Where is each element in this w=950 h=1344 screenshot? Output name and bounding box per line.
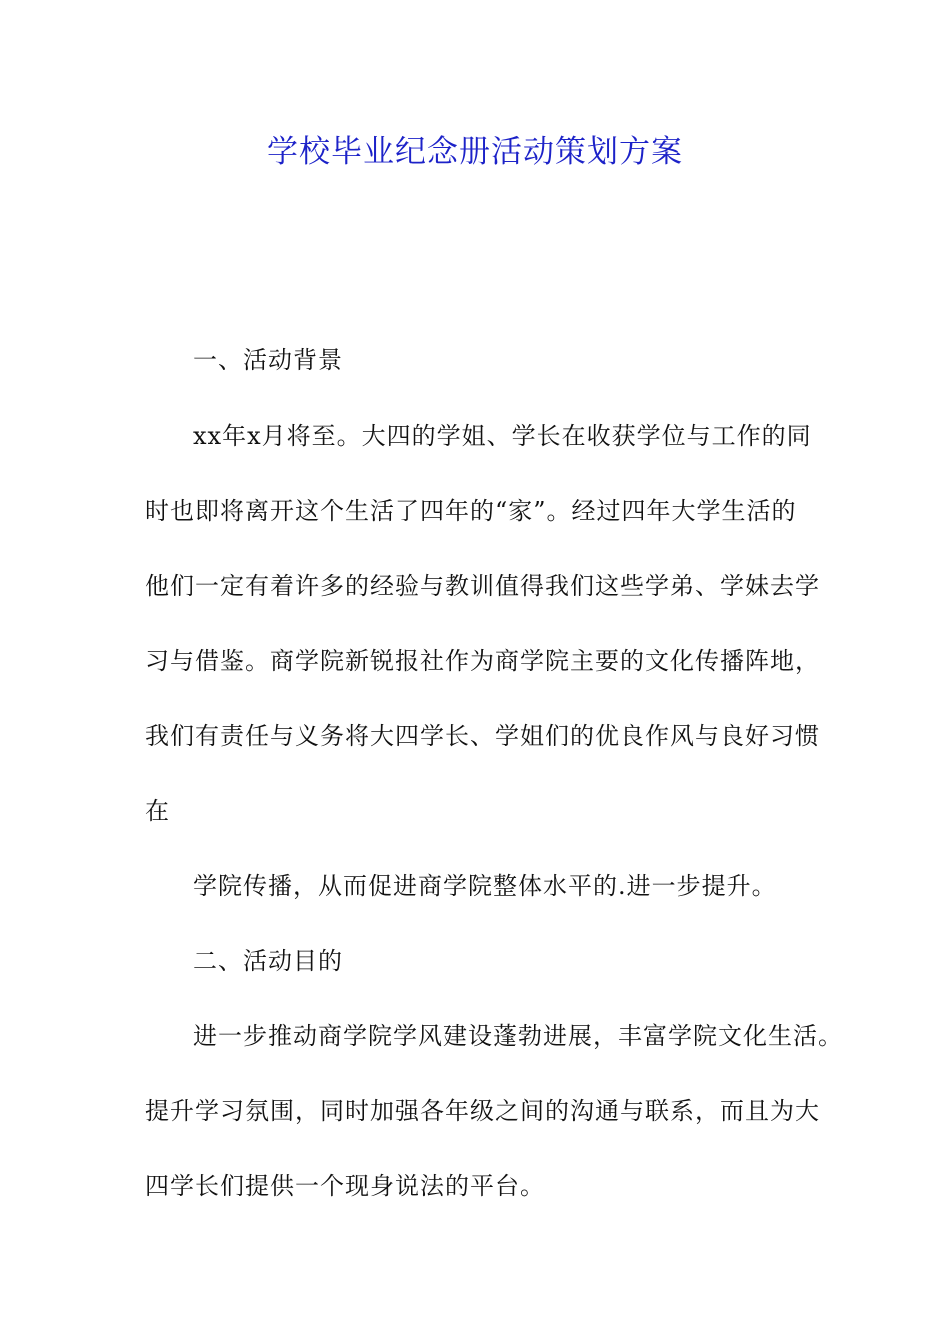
- paragraph-line: 进一步推动商学院学风建设蓬勃进展，丰富学院文化生活。: [193, 1022, 843, 1050]
- paragraph-line: 习与借鉴。商学院新锐报社作为商学院主要的文化传播阵地，: [145, 647, 820, 675]
- paragraph-line: 他们一定有着许多的经验与教训值得我们这些学弟、学妹去学: [145, 572, 820, 600]
- paragraph-line: xx年x月将至。大四的学姐、学长在收获学位与工作的同: [193, 422, 812, 450]
- document-title: 学校毕业纪念册活动策划方案: [267, 134, 683, 170]
- paragraph-line: 提升学习氛围，同时加强各年级之间的沟通与联系，而且为大: [145, 1097, 820, 1125]
- paragraph-line: 我们有责任与义务将大四学长、学姐们的优良作风与良好习惯: [145, 722, 820, 750]
- paragraph-line: 学院传播，从而促进商学院整体水平的.进一步提升。: [193, 872, 777, 900]
- section-heading-purpose: 二、活动目的: [193, 947, 343, 975]
- paragraph-line: 四学长们提供一个现身说法的平台。: [145, 1172, 545, 1200]
- paragraph-line: 时也即将离开这个生活了四年的“家”。经过四年大学生活的: [145, 497, 797, 525]
- section-heading-background: 一、活动背景: [193, 346, 343, 374]
- paragraph-line: 在: [145, 797, 170, 825]
